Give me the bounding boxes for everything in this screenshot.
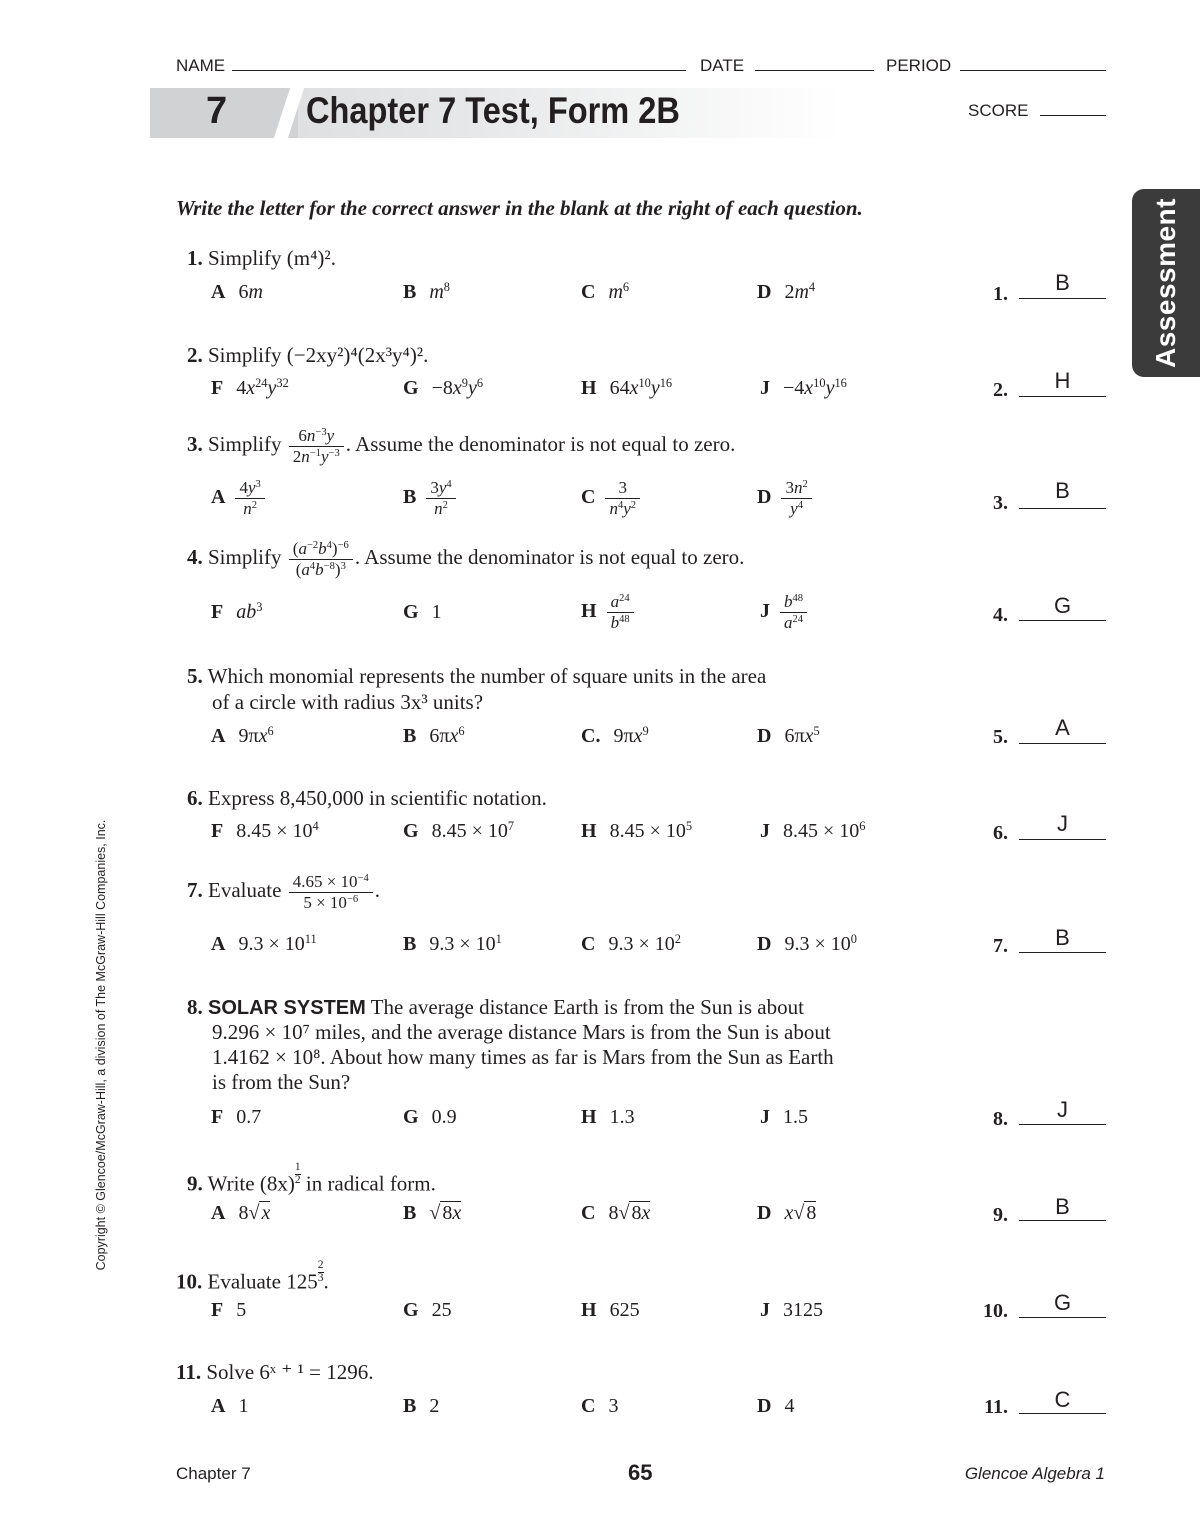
answer-value: B (1055, 1194, 1070, 1219)
answer-value: B (1055, 270, 1070, 295)
option: A 8√ x (211, 1202, 271, 1224)
option: F 0.7 (211, 1106, 262, 1128)
fraction: $\frac{4.65 \times 10^{-4}}{5 \times 10^{-6}}$ (289, 872, 373, 912)
answer-blank[interactable] (1019, 396, 1106, 397)
answer-blank[interactable] (1019, 1413, 1106, 1414)
option: H 1.3 (581, 1106, 635, 1128)
answer-value: B (1055, 925, 1070, 950)
date-blank[interactable] (755, 70, 874, 71)
answer-number: 3. (993, 492, 1008, 514)
question-2: 2. Simplify (−2xy²)⁴(2x³y⁴)². (187, 343, 429, 367)
question-6: 6. Express 8,450,000 in scientific notation. (187, 786, 547, 810)
option: G $8.45 \times 10^7$ (403, 819, 515, 842)
option: D $\frac{3n^2}{y^4}$ (757, 478, 814, 518)
answer-number: 8. (993, 1108, 1008, 1130)
option: A $\frac{4y^3}{n^2}$ (211, 478, 267, 518)
answer-value: C (1054, 1387, 1071, 1412)
option: J $\frac{b^{48}}{a^{24}}$ (760, 592, 809, 632)
option: B $6\pi x^6$ (403, 724, 465, 747)
option: H $64x^{10}y^{16}$ (581, 376, 673, 399)
answer-blank[interactable] (1019, 1317, 1106, 1318)
period-blank[interactable] (960, 70, 1106, 71)
question-8-line-2: 9.296 × 10⁷ miles, and the average distance Mars is from the Sun is about (212, 1020, 831, 1044)
option: C. $9\pi x^9$ (581, 724, 649, 747)
name-label: NAME (176, 56, 226, 75)
option: F $4x^{24}y^{32}$ (211, 376, 289, 399)
name-blank[interactable] (232, 70, 686, 71)
answer-number: 5. (993, 726, 1008, 748)
option: B √ 8x (403, 1202, 462, 1224)
option: H $8.45 \times 10^5$ (581, 819, 693, 842)
option: A 1 (211, 1395, 249, 1417)
answer-value: G (1053, 593, 1072, 618)
question-4: 4. Simplify $\frac{(a^{-2}b^4)^{-6}}{(a^4b^{-8})^3}$ . Assume the denominator is not equal to zero. (187, 539, 745, 579)
answer-blank[interactable] (1019, 298, 1106, 299)
answer-blank[interactable] (1019, 743, 1106, 744)
answer-number: 9. (993, 1204, 1008, 1226)
answer-number: 1. (993, 283, 1008, 305)
question-11: 11. Solve 6ˣ ⁺ ¹ = 1296. (176, 1360, 374, 1384)
date-label: DATE (700, 56, 745, 75)
question-9: 9. Write (8x) $\frac{1}{2}$ in radical form. (187, 1161, 436, 1196)
option: B $9.3 \times 10^1$ (403, 932, 502, 955)
assessment-tab-label: Assessment (1150, 198, 1181, 368)
question-topic: SOLAR SYSTEM (208, 997, 366, 1019)
option: F 5 (211, 1299, 247, 1321)
option: G 1 (403, 601, 442, 623)
answer-value: B (1055, 478, 1070, 503)
instructions: Write the letter for the correct answer in the blank at the right of each question. (176, 196, 863, 220)
option: J 3125 (760, 1299, 823, 1321)
option: C 8√ 8x (581, 1202, 651, 1224)
copyright-notice: Copyright © Glencoe/McGraw-Hill, a division of The McGraw-Hill Companies, Inc. (94, 819, 108, 1271)
question-stem: Simplify (m⁴)². (208, 246, 336, 270)
question-8-line-3: 1.4162 × 10⁸. About how many times as far is Mars from the Sun as Earth (212, 1045, 834, 1069)
answer-value: J (1057, 1097, 1068, 1122)
answer-blank[interactable] (1019, 620, 1106, 621)
footer-book-title: Glencoe Algebra 1 (964, 1464, 1105, 1483)
period-label: PERIOD (886, 56, 952, 75)
score-blank[interactable] (1040, 115, 1106, 116)
option: G 0.9 (403, 1106, 457, 1128)
option: A 6m (211, 281, 263, 303)
question-8: 8. SOLAR SYSTEM The average distance Earth is from the Sun is about (187, 995, 804, 1019)
option: F $ab^3$ (211, 600, 263, 623)
answer-blank[interactable] (1019, 952, 1106, 953)
option: D 4 (757, 1395, 795, 1417)
option: B 2 (403, 1395, 440, 1417)
question-10: 10. Evaluate 125 $\frac{2}{3}$ . (176, 1259, 329, 1294)
page-title: Chapter 7 Test, Form 2B (306, 90, 680, 131)
answer-blank[interactable] (1019, 839, 1106, 840)
question-5-line-2: of a circle with radius 3x³ units? (212, 690, 484, 714)
option: D $2m^4$ (757, 280, 816, 303)
answer-number: 2. (993, 379, 1008, 401)
answer-number: 10. (983, 1300, 1008, 1322)
answer-number: 7. (993, 935, 1008, 957)
assessment-tab (1132, 189, 1200, 377)
option: D $9.3 \times 10^0$ (757, 932, 857, 955)
question-1 (187, 246, 336, 271)
page-number: 65 (628, 1460, 653, 1485)
option: D $6\pi x^5$ (757, 724, 820, 747)
answer-value: H (1054, 368, 1071, 393)
option: J 1.5 (760, 1106, 808, 1128)
fraction: $\frac{6n^{-3}y}{2n^{-1}y^{-3}}$ (289, 426, 344, 466)
option: B $\frac{3y^4}{n^2}$ (403, 478, 458, 518)
question-5: 5. Which monomial represents the number of square units in the area (187, 664, 767, 688)
option: $G -8x^9y^6$ (403, 376, 484, 399)
option: G 25 (403, 1299, 452, 1321)
answer-value: G (1053, 1290, 1072, 1315)
option: B $m^8$ (403, 280, 450, 303)
option: $J -4x^{10}y^{16}$ (760, 376, 847, 399)
question-8-line-4: is from the Sun? (212, 1070, 351, 1094)
answer-number: 11. (984, 1396, 1008, 1418)
option: H $\frac{a^{24}}{b^{48}}$ (581, 592, 636, 632)
option: D x√ 8 (757, 1202, 817, 1224)
question-7: 7. Evaluate $\frac{4.65 \times 10^{-4}}{5 \times 10^{-6}}$ . (187, 872, 381, 912)
footer-chapter: Chapter 7 (176, 1464, 251, 1483)
option: C 3 (581, 1395, 619, 1417)
option: C $\frac{3}{n^4y^2}$ (581, 478, 642, 518)
answer-value: J (1057, 811, 1068, 836)
answer-number: 6. (993, 822, 1008, 844)
option: C $9.3 \times 10^2$ (581, 932, 681, 955)
score-label: SCORE (968, 101, 1029, 120)
chapter-number: 7 (206, 90, 228, 132)
option: F $8.45 \times 10^4$ (211, 819, 319, 842)
option: A $9\pi x^6$ (211, 724, 274, 747)
question-3: 3. Simplify $\frac{6n^{-3}y}{2n^{-1}y^{-3}}$ . Assume the denominator is not equal to zero. (187, 426, 736, 466)
fraction: $\frac{(a^{-2}b^4)^{-6}}{(a^4b^{-8})^3}$ (289, 539, 353, 579)
option: C $m^6$ (581, 280, 630, 303)
option: A $9.3 \times 10^{11}$ (211, 932, 317, 955)
answer-blank[interactable] (1019, 1220, 1106, 1221)
answer-number: 4. (993, 604, 1008, 626)
answer-value: A (1055, 715, 1070, 740)
option: J $8.45 \times 10^6$ (760, 819, 866, 842)
question-number: 1. (187, 246, 203, 270)
answer-blank[interactable] (1019, 508, 1106, 509)
answer-blank[interactable] (1019, 1124, 1106, 1125)
option: H 625 (581, 1299, 640, 1321)
